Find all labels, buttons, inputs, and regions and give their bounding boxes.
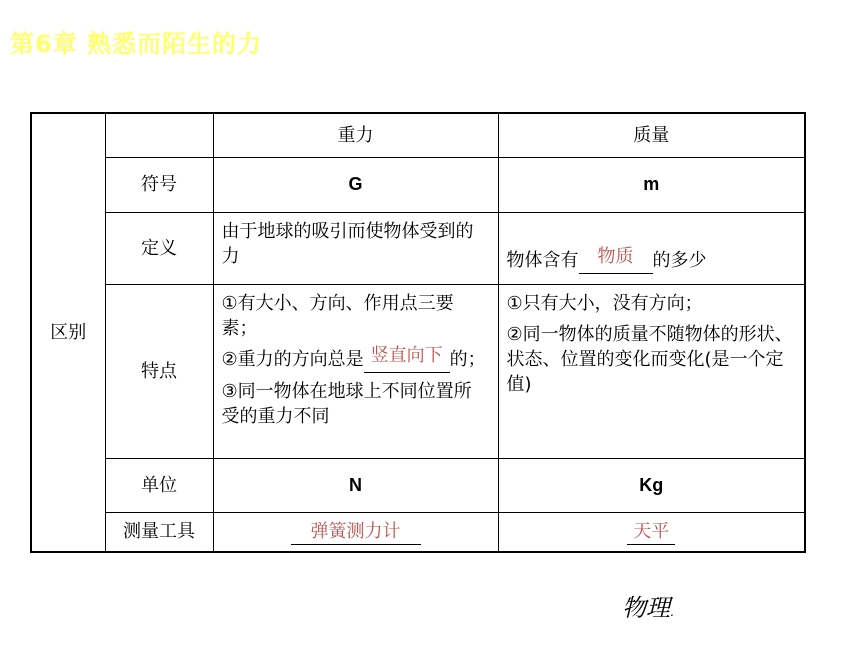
gravity-features xyxy=(213,284,498,458)
page-title: 第6章 熟悉而陌生的力 xyxy=(10,30,263,58)
gravity-feature-2-before: ②重力的方向总是 xyxy=(221,348,364,370)
gravity-feature-2-blank xyxy=(364,344,450,373)
table-row-symbol xyxy=(31,157,805,212)
gravity-unit: N xyxy=(213,458,498,512)
table-row-features xyxy=(31,284,805,458)
gravity-tool-cell xyxy=(213,512,498,552)
comparison-table xyxy=(30,112,806,553)
table-row-unit xyxy=(31,458,805,512)
footer-subject xyxy=(622,588,674,623)
gravity-symbol: G xyxy=(213,157,498,212)
table-row-tool xyxy=(31,512,805,552)
gravity-feature-2-answer: 竖直向下 xyxy=(370,344,443,366)
mass-tool: 天平 xyxy=(627,519,675,545)
gravity-definition: 由于地球的吸引而使物体受到的力 xyxy=(213,212,498,284)
header-mass: 质量 xyxy=(498,113,805,157)
table-row-definition xyxy=(31,212,805,284)
mass-unit: Kg xyxy=(498,458,805,512)
mass-definition-after: 的多少 xyxy=(652,249,707,271)
gravity-feature-2-after: 的； xyxy=(449,348,486,370)
mass-tool-cell xyxy=(498,512,805,552)
group-label: 区别 xyxy=(31,113,105,552)
gravity-feature-1: ①有大小、方向、作用点三要素； xyxy=(221,292,454,339)
mass-definition-blank xyxy=(579,245,653,274)
mass-definition-answer: 物质 xyxy=(597,245,634,267)
row-label-features: 特点 xyxy=(105,284,213,458)
mass-definition xyxy=(498,212,805,284)
gravity-tool: 弹簧测力计 xyxy=(291,519,421,545)
table-header-row xyxy=(31,113,805,157)
mass-feature-2: ②同一物体的质量不随物体的形状、状态、位置的变化而变化(是一个定值) xyxy=(506,323,793,395)
row-label-unit: 单位 xyxy=(105,458,213,512)
footer-main: 物理 xyxy=(622,594,670,622)
row-label-definition: 定义 xyxy=(105,212,213,284)
header-empty xyxy=(105,113,213,157)
gravity-feature-3: ③同一物体在地球上不同位置所受的重力不同 xyxy=(221,380,472,427)
footer-dot: . xyxy=(670,605,674,619)
mass-symbol: m xyxy=(498,157,805,212)
row-label-symbol: 符号 xyxy=(105,157,213,212)
mass-definition-before: 物体含有 xyxy=(506,249,579,271)
gravity-feature-2 xyxy=(221,344,490,373)
header-gravity: 重力 xyxy=(213,113,498,157)
row-label-tool: 测量工具 xyxy=(105,512,213,552)
mass-features xyxy=(498,284,805,458)
mass-feature-1: ①只有大小，没有方向； xyxy=(506,292,703,314)
